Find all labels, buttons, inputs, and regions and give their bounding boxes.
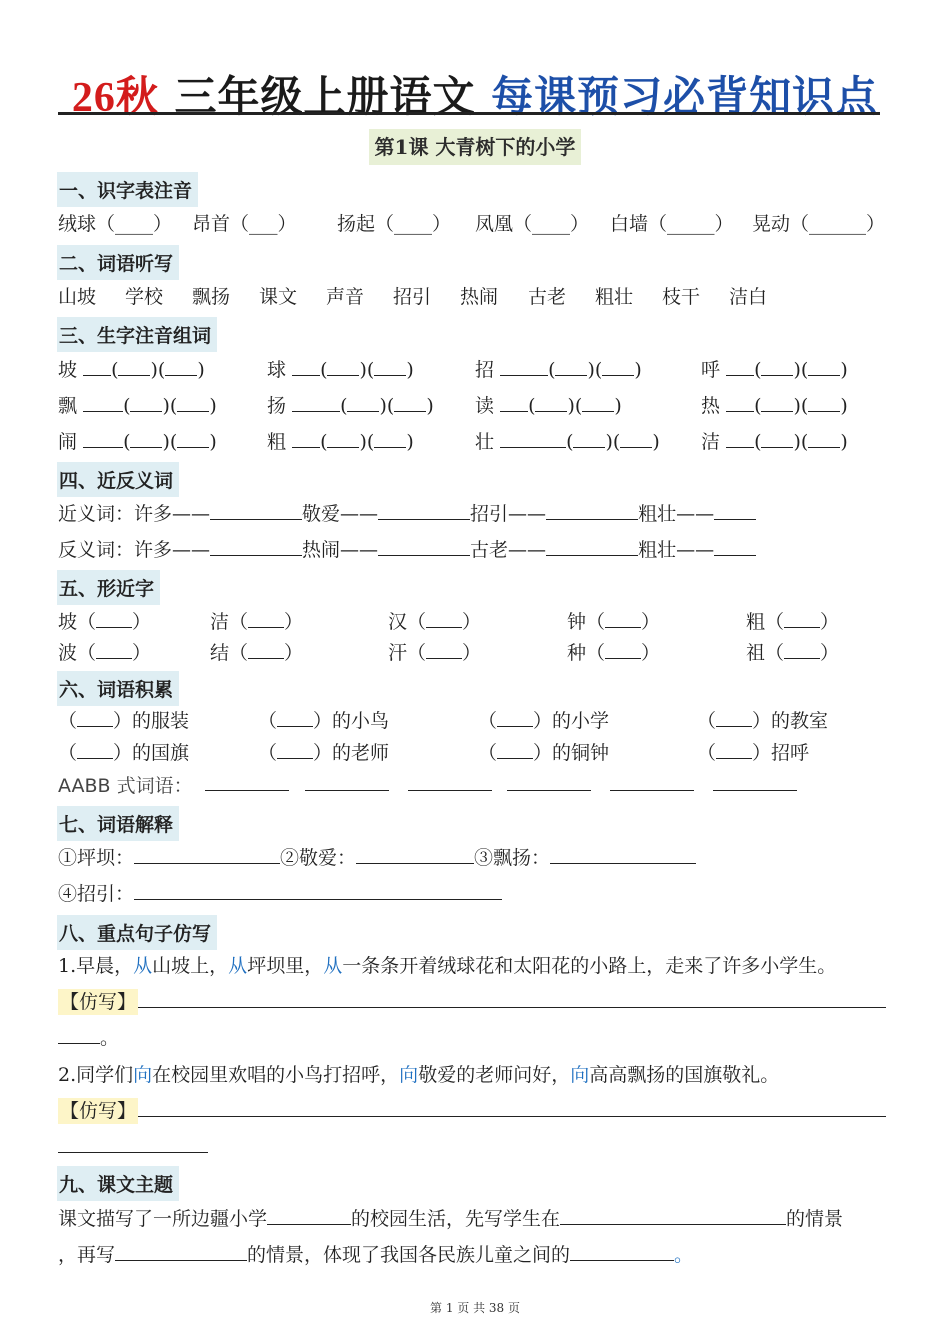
s2-word: 洁白 <box>729 286 768 308</box>
s5-item: 结（ ） <box>210 642 304 664</box>
s3-item: 飘 ( )( ) <box>58 395 217 417</box>
imitate-tag: 【仿写】 <box>60 1100 137 1122</box>
s3-item: 招 ( )( ) <box>475 359 642 381</box>
s2-word: 声音 <box>326 286 365 308</box>
s6-item: （ ）的教室 <box>697 710 829 732</box>
s1-item: 晃动（______） <box>752 213 886 235</box>
s3-item: 球 ( )( ) <box>267 359 414 381</box>
lesson-title: 第1课 大青树下的小学 <box>0 131 950 160</box>
s3-item: 呼 ( )( ) <box>701 359 848 381</box>
sentence-2: 2.同学们向在校园里欢唱的小鸟打招呼，向敬爱的老师问好，向高高飘扬的国旗敬礼。 <box>58 1064 780 1086</box>
title-part-3: 每课预习必背知识点 <box>491 72 879 121</box>
s2-word: 粗壮 <box>595 286 634 308</box>
s2-word: 学校 <box>125 286 164 308</box>
title-underline <box>58 112 880 115</box>
sentence-1: 1.早晨，从山坡上，从坪坝里，从一条条开着绒球花和太阳花的小路上，走来了许多小学生。 <box>58 955 837 977</box>
s7-row: ④招引： <box>58 879 502 906</box>
s3-item: 扬 ( )( ) <box>267 395 434 417</box>
s5-item: 坡（ ） <box>58 611 152 633</box>
section-heading-5: 五、形近字 <box>57 570 160 605</box>
s2-word: 枝干 <box>662 286 701 308</box>
s1-item: 扬起（____） <box>337 213 452 235</box>
s7-row: ①坪坝： ②敬爱： ③飘扬： <box>58 843 696 870</box>
s2-word: 招引 <box>393 286 432 308</box>
section-heading-8: 八、重点句子仿写 <box>57 915 217 950</box>
s6-item: （ ）的老师 <box>258 742 390 764</box>
answer-line <box>507 790 591 791</box>
s3-item: 壮 ( )( ) <box>475 431 660 453</box>
s5-item: 祖（ ） <box>746 642 840 664</box>
title-part-1: 26秋 <box>71 75 159 121</box>
s3-item: 热 ( )( ) <box>701 395 848 417</box>
s3-item: 读 ( )( ) <box>475 395 622 417</box>
answer-line <box>138 1007 886 1008</box>
title-part-2: 三年级上册语文 <box>174 72 476 121</box>
s6-item: （ ）的国旗 <box>58 742 190 764</box>
s5-item: 洁（ ） <box>210 611 304 633</box>
section-heading-7: 七、词语解释 <box>57 806 179 841</box>
imitate-tag: 【仿写】 <box>60 991 137 1013</box>
page-title <box>0 64 950 124</box>
s3-item: 闹 ( )( ) <box>58 431 217 453</box>
s5-item: 汗（ ） <box>388 642 482 664</box>
s2-word: 山坡 <box>58 286 97 308</box>
s6-item: （ ）招呼 <box>697 742 810 764</box>
aabb-label: AABB 式词语： <box>58 775 193 797</box>
s2-word: 古老 <box>528 286 567 308</box>
answer-line <box>138 1116 886 1117</box>
answer-line <box>610 790 694 791</box>
s5-item: 钟（ ） <box>567 611 661 633</box>
s5-item: 粗（ ） <box>746 611 840 633</box>
section-heading-3: 三、生字注音组词 <box>57 317 217 352</box>
s1-item: 绒球（____） <box>58 213 173 235</box>
s3-item: 坡 ( )( ) <box>58 359 205 381</box>
antonym-row: 反义词：许多—— 热闹—— 古老—— 粗壮—— <box>58 535 756 562</box>
s5-item: 种（ ） <box>567 642 661 664</box>
theme-line-2: ，再写 的情景，体现了我国各民族儿童之间的 。 <box>58 1244 694 1266</box>
s2-word: 课文 <box>259 286 298 308</box>
answer-line <box>408 790 492 791</box>
s6-item: （ ）的小学 <box>478 710 610 732</box>
section-heading-1: 一、识字表注音 <box>57 172 198 207</box>
theme-line-1: 课文描写了一所边疆小学 的校园生活，先写学生在 的情景 <box>58 1208 844 1230</box>
s5-item: 汉（ ） <box>388 611 482 633</box>
s3-item: 粗 ( )( ) <box>267 431 414 453</box>
s6-item: （ ）的服装 <box>58 710 190 732</box>
answer-line <box>305 790 389 791</box>
section-heading-6: 六、词语积累 <box>57 671 179 706</box>
s1-item: 昂首（___） <box>192 213 297 235</box>
section-heading-2: 二、词语听写 <box>57 245 179 280</box>
answer-line <box>713 790 797 791</box>
answer-line <box>58 1152 208 1153</box>
answer-line <box>205 790 289 791</box>
s3-item: 洁 ( )( ) <box>701 431 848 453</box>
s1-item: 白墙（_____） <box>610 213 734 235</box>
section-heading-4: 四、近反义词 <box>57 462 179 497</box>
s1-item: 凤凰（____） <box>475 213 590 235</box>
synonym-row: 近义词：许多—— 敬爱—— 招引—— 粗壮—— <box>58 499 756 526</box>
s6-item: （ ）的铜钟 <box>478 742 610 764</box>
section-heading-9: 九、课文主题 <box>57 1166 179 1201</box>
s2-word: 飘扬 <box>192 286 231 308</box>
page-number: 第 1 页 共 38 页 <box>430 1301 520 1315</box>
s2-word: 热闹 <box>460 286 499 308</box>
s5-item: 波（ ） <box>58 642 152 664</box>
s6-item: （ ）的小鸟 <box>258 710 390 732</box>
answer-line-end: 。 <box>58 1023 119 1050</box>
